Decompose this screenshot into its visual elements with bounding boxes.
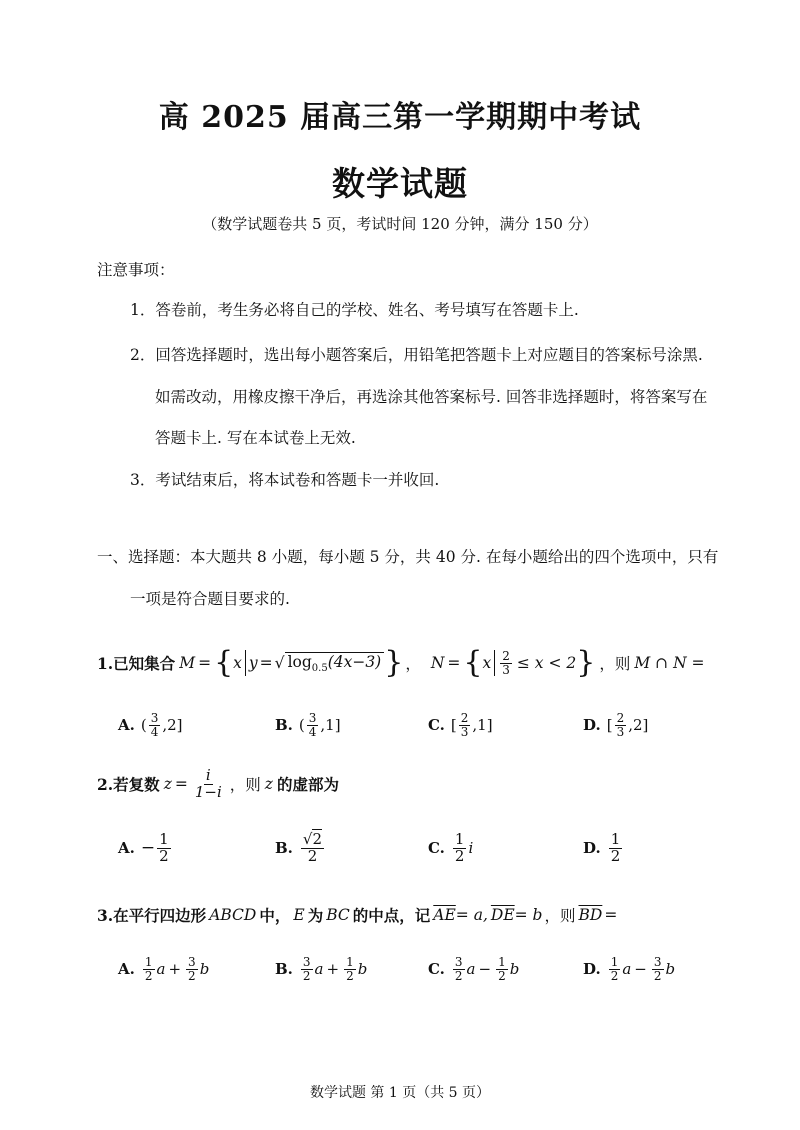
q1-option-c-close: ,1] [472,716,493,735]
q1-option-a-num: 3 [150,711,159,725]
q1-n-frac [500,650,512,676]
q1-left-brace-2: { [463,645,483,680]
q1-option-c-label: C. [428,716,445,735]
subject-title: 数学试题 [332,164,468,203]
q3-eq-b: = b [514,906,543,924]
q1-option-a [118,712,183,738]
q3-option-c-label: C. [428,960,445,979]
q3-option-d-d1: 2 [610,968,619,983]
q3-prefix: 3.在平行四边形 [97,906,207,925]
q3-option-c-frac1 [453,956,465,982]
q3-option-d-label: D. [583,960,601,979]
q3-option-a [118,956,209,982]
q3-de: $\overline{DE}$ [490,906,515,924]
notice-item-2-line-1: 2．回答选择题时，选出每小题答案后，用铅笔把答题卡上对应题目的答案标号涂黑. [130,346,703,364]
q3-option-d-d2: 2 [653,968,662,983]
notice-item-3: 3．考试结束后，将本试卷和答题卡一并收回. [130,471,440,489]
question-3 [97,904,617,926]
q1-option-b [275,712,341,738]
q1-eq-2: = [259,654,273,672]
q2-option-d [583,832,624,865]
q2-option-c-frac [453,832,467,865]
q1-right-brace-2: } [576,645,596,680]
q3-option-a-d1: 2 [144,968,153,983]
q1-option-a-open: ( [140,716,147,735]
q3-option-c [428,956,519,982]
q1-sqrt-body [285,652,385,674]
q2-option-b-den: 2 [307,846,318,865]
q1-option-d-num: 2 [616,711,625,725]
question-2 [97,768,339,801]
q2-option-d-den: 2 [610,846,621,865]
q3-option-d [583,956,675,982]
q2-option-c-den: 2 [454,846,465,865]
q3-option-a-op: + [168,960,182,979]
q3-option-b-frac2 [344,956,356,982]
q1-option-d-close: ,2] [628,716,649,735]
exam-info: （数学试题卷共 5 页，考试时间 120 分钟，满分 150 分） [202,215,598,233]
q1-n-num: 2 [502,648,510,663]
q3-option-c-d2: 2 [498,968,506,983]
q2-option-a-num: 1 [159,830,169,848]
q2-den: 1−i [194,782,222,801]
q2-options [0,832,800,878]
q2-option-c [428,832,473,865]
q2-num: i [205,766,211,784]
q1-suffix-expr: M ∩ N = [634,654,705,672]
q3-option-c-frac2 [496,956,508,982]
q1-option-a-frac [149,712,161,738]
q3-option-c-v1: a [466,960,476,979]
q2-suffix-post: 的虚部为 [276,775,339,795]
q1-n-den: 3 [502,662,510,677]
q1-option-d-frac [615,712,627,738]
q2-option-a [118,832,173,865]
q3-option-c-op: − [478,960,492,979]
notice-heading: 注意事项： [97,261,175,279]
notice-item-1: 1．答卷前，考生务必将自己的学校、姓名、考号填写在答题卡上. [130,301,579,319]
q1-options [0,712,800,752]
q1-set-n: N [430,654,445,672]
q2-option-d-label: D. [583,839,601,858]
q3-option-b [275,956,367,982]
q1-log-arg: (4x−3) [327,652,382,671]
q1-option-b-open: ( [298,716,305,735]
q3-options [0,956,800,1000]
notice-item-2-line-3: 答题卡上. 写在本试卷上无效. [155,429,356,447]
q2-z: z [163,775,172,794]
q1-option-d-open: [ [606,716,613,735]
q3-option-d-frac1 [609,956,621,982]
section1-line-1: 一、选择题：本大题共 8 小题，每小题 5 分，共 40 分. 在每小题给出的四个选项中，只有 [97,548,719,566]
q3-bc: BC [326,906,350,924]
q1-option-d-den: 3 [616,724,625,739]
q2-frac [193,768,224,801]
q3-mid1: 中， [259,906,291,925]
q3-bd: $\overline{BD}$ [578,906,603,924]
q3-option-b-label: B. [275,960,293,979]
q3-option-a-v1: a [156,960,166,979]
q1-option-b-num: 3 [308,711,317,725]
q1-set-m: M [179,654,196,672]
q2-option-b-sqrt: √ [302,830,313,848]
q1-log: log [287,652,312,671]
q3-option-c-d1: 2 [454,968,463,983]
q2-option-d-num: 1 [610,830,621,848]
q1-option-a-den: 4 [150,724,159,739]
q1-prefix: 1.已知集合 [97,654,176,673]
q2-option-a-den: 2 [159,846,169,865]
q3-option-a-v2: b [199,960,210,979]
q3-option-c-v2: b [509,960,520,979]
q1-eq: = [198,654,212,672]
q2-prefix: 2.若复数 [97,775,160,795]
q1-option-a-label: A. [118,716,135,735]
q3-mid2: 为 [307,906,324,925]
q3-abcd: ABCD [209,906,257,924]
q3-option-d-v2: b [665,960,676,979]
q2-option-c-tail: i [468,839,474,858]
q3-option-a-label: A. [118,960,135,979]
question-1 [97,645,705,680]
q2-option-c-num: 1 [454,830,465,848]
q1-bar-2 [494,650,495,676]
q3-eq-a: = a [455,906,483,924]
q1-n-cond: ≤ x < 2 [516,654,577,672]
q1-option-d-label: D. [583,716,601,735]
q1-option-b-label: B. [275,716,293,735]
q3-mid4: ，则 [544,907,576,925]
q1-left-brace: { [214,645,234,680]
q3-option-b-frac1 [301,956,313,982]
q2-option-b-label: B. [275,839,293,858]
q1-option-c-open: [ [450,716,457,735]
q2-option-a-label: A. [118,839,135,858]
q3-option-b-n1: 3 [302,955,311,969]
q1-log-base: 0.5 [311,663,328,675]
q1-option-c-num: 2 [460,711,469,725]
q3-option-b-v1: a [314,960,324,979]
q3-eq-end: = [604,906,618,924]
q1-suffix-pre: ，则 [599,655,631,673]
q3-option-b-d2: 2 [346,968,354,983]
q3-option-b-d1: 2 [302,968,311,983]
q3-option-b-v2: b [357,960,368,979]
q3-e: E [293,906,305,924]
q3-option-c-n2: 1 [498,955,506,969]
q1-sep: ， [405,655,421,673]
q3-option-a-n1: 1 [144,955,153,969]
q1-var-x: x [233,654,242,672]
q2-eq: = [174,775,188,794]
q3-option-c-n1: 3 [454,955,463,969]
q2-option-b [275,832,326,865]
q3-ae: $\overline{AE}$ [433,906,456,924]
q3-option-a-frac2 [186,956,198,982]
page-footer: 数学试题 第 1 页（共 5 页） [309,1085,491,1101]
q2-option-b-num-value: 2 [312,830,323,848]
q3-option-d-n1: 1 [610,955,619,969]
q3-option-a-n2: 3 [188,955,196,969]
q1-sqrt-sign: √ [274,654,285,672]
q1-option-d [583,712,648,738]
notice-item-2-line-2: 如需改动，用橡皮擦干净后，再选涂其他答案标号. 回答非选择题时，将答案写在 [155,388,708,406]
q3-option-d-v1: a [622,960,632,979]
q3-option-b-op: + [326,960,340,979]
q3-option-b-n2: 1 [346,955,354,969]
q2-option-a-sign: − [140,838,156,859]
q2-option-d-frac [609,832,623,865]
q1-eq-3: = [447,654,461,672]
q3-option-a-frac1 [143,956,155,982]
q1-option-c [428,712,493,738]
q1-option-b-close: ,1] [320,716,341,735]
q2-option-a-frac [157,832,171,865]
q2-option-b-frac [301,832,324,865]
q1-option-c-frac [459,712,471,738]
q1-option-a-close: ,2] [162,716,183,735]
q2-suffix-z: z [264,775,273,794]
q2-option-c-label: C. [428,839,445,858]
q3-option-a-d2: 2 [188,968,196,983]
q3-option-d-op: − [634,960,647,979]
exam-title: 高 2025 届高三第一学期期中考试 [158,100,642,135]
q3-comma: , [482,906,488,924]
q3-mid3: 的中点，记 [352,906,431,925]
q1-right-brace: } [384,645,404,680]
q2-suffix-pre: ，则 [229,776,261,795]
q1-var-x-2: x [482,654,492,672]
q1-option-c-den: 3 [460,724,469,739]
q3-option-d-frac2 [652,956,664,982]
q3-option-d-n2: 3 [653,955,662,969]
q1-option-b-frac [307,712,319,738]
section1-line-2: 一项是符合题目要求的. [130,590,290,608]
q1-bar [245,650,246,676]
q1-option-b-den: 4 [308,724,317,739]
q1-var-y: y [248,654,258,672]
